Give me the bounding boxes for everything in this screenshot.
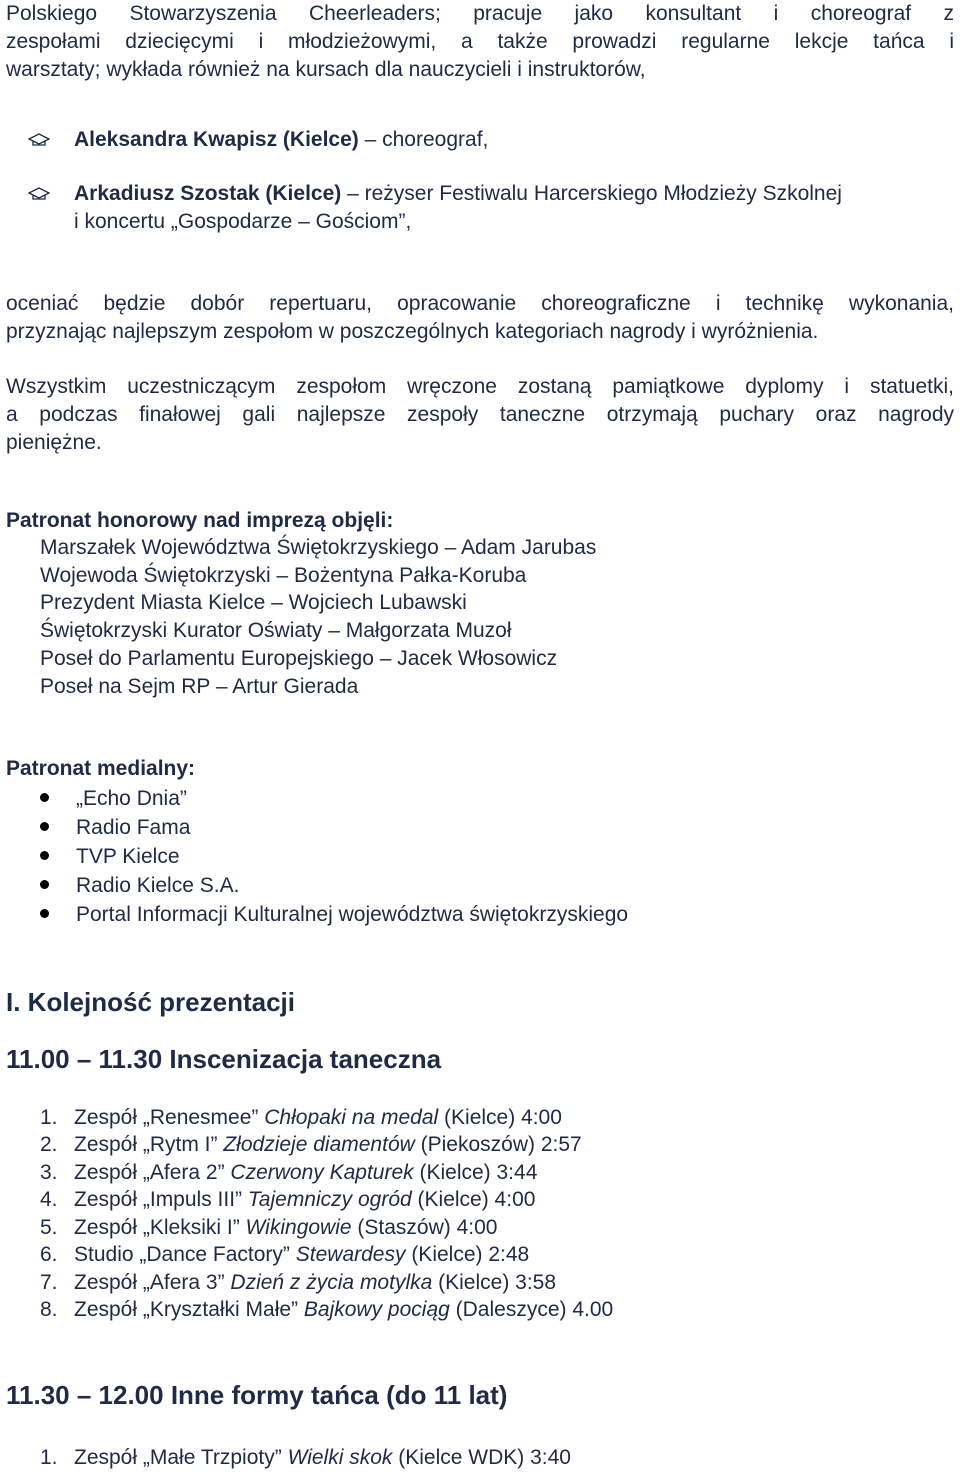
block-heading: 11.00 – 11.30 Inscenizacja taneczna xyxy=(6,1044,442,1074)
honorary-heading: Patronat honorowy nad imprezą objęli: xyxy=(6,509,394,532)
performance-item: 1. Zespół „Renesmee” Chłopaki na medal (Kielce) 4:00 xyxy=(40,1106,562,1129)
judging-line: przyznając najlepszym zespołom w poszczególnych kategoriach nagrody i wyróżnienia. xyxy=(6,320,819,343)
awards-line: Wszystkim uczestniczącym zespołom wręczone zostaną pamiątkowe dyplomy i statuetki, xyxy=(6,375,954,398)
judge-role-continued: i koncertu „Gospodarze – Gościom”, xyxy=(74,210,412,233)
bullet-icon xyxy=(40,793,49,802)
judge-item xyxy=(40,180,954,236)
media-item: Radio Fama xyxy=(40,813,190,842)
patron-item: Wojewoda Świętokrzyski – Bożentyna Pałka-Koruba xyxy=(40,564,527,587)
judge-name: Aleksandra Kwapisz (Kielce) xyxy=(74,128,359,151)
patron-item: Prezydent Miasta Kielce – Wojciech Lubawski xyxy=(40,591,467,614)
bullet-icon xyxy=(40,880,49,889)
media-item: TVP Kielce xyxy=(40,842,180,871)
judge-item xyxy=(40,126,954,154)
performance-item: 6. Studio „Dance Factory” Stewardesy (Kielce) 2:48 xyxy=(40,1243,530,1266)
performance-item: 8. Zespół „Kryształki Małe” Bajkowy pociąg (Daleszyce) 4.00 xyxy=(40,1298,614,1321)
judge-role: – choreograf, xyxy=(358,128,489,151)
judging-paragraph xyxy=(6,290,954,346)
patron-item: Świętokrzyski Kurator Oświaty – Małgorzata Muzoł xyxy=(40,619,512,642)
hat-icon xyxy=(28,133,50,147)
media-item: Radio Kielce S.A. xyxy=(40,871,239,900)
awards-line: pieniężne. xyxy=(6,431,102,454)
performance-item: 1. Zespół „Małe Trzpioty” Wielki skok (Kielce WDK) 3:40 xyxy=(40,1446,571,1469)
media-item: Portal Informacji Kulturalnej województwa świętokrzyskiego xyxy=(40,900,628,929)
bullet-icon xyxy=(40,851,49,860)
section-heading: I. Kolejność prezentacji xyxy=(6,987,295,1017)
performance-item: 7. Zespół „Afera 3” Dzień z życia motylka (Kielce) 3:58 xyxy=(40,1271,557,1294)
judge-role: – reżyser Festiwalu Harcerskiego Młodzieży Szkolnej xyxy=(341,182,842,205)
patron-item: Poseł do Parlamentu Europejskiego – Jacek Włosowicz xyxy=(40,647,558,670)
performance-item: 2. Zespół „Rytm I” Złodzieje diamentów (Piekoszów) 2:57 xyxy=(40,1133,582,1156)
patron-item: Poseł na Sejm RP – Artur Gierada xyxy=(40,675,359,698)
performance-item: 3. Zespół „Afera 2” Czerwony Kapturek (Kielce) 3:44 xyxy=(40,1161,538,1184)
block-heading: 11.30 – 12.00 Inne formy tańca (do 11 lat) xyxy=(6,1380,508,1410)
bullet-icon xyxy=(40,822,49,831)
intro-paragraph xyxy=(6,0,954,84)
intro-line: Polskiego Stowarzyszenia Cheerleaders; pracuje jako konsultant i choreograf z xyxy=(6,2,954,25)
performance-item: 4. Zespół „Impuls III” Tajemniczy ogród (Kielce) 4:00 xyxy=(40,1188,536,1211)
hat-icon xyxy=(28,187,50,201)
intro-line: warsztaty; wykłada również na kursach dla nauczycieli i instruktorów, xyxy=(6,58,646,81)
awards-line: a podczas finałowej gali najlepsze zespoły taneczne otrzymają puchary oraz nagrody xyxy=(6,403,954,426)
bullet-icon xyxy=(40,909,49,918)
media-heading: Patronat medialny: xyxy=(6,757,196,780)
intro-line: zespołami dziecięcymi i młodzieżowymi, a także prowadzi regularne lekcje tańca i xyxy=(6,30,954,53)
awards-paragraph xyxy=(6,373,954,457)
media-item: „Echo Dnia” xyxy=(40,784,187,813)
performance-item: 5. Zespół „Kleksiki I” Wikingowie (Staszów) 4:00 xyxy=(40,1216,498,1239)
judge-name: Arkadiusz Szostak (Kielce) xyxy=(74,182,342,205)
judging-line: oceniać będzie dobór repertuaru, opracowanie choreograficzne i technikę wykonania, xyxy=(6,292,954,315)
patron-item: Marszałek Województwa Świętokrzyskiego – Adam Jarubas xyxy=(40,536,597,559)
